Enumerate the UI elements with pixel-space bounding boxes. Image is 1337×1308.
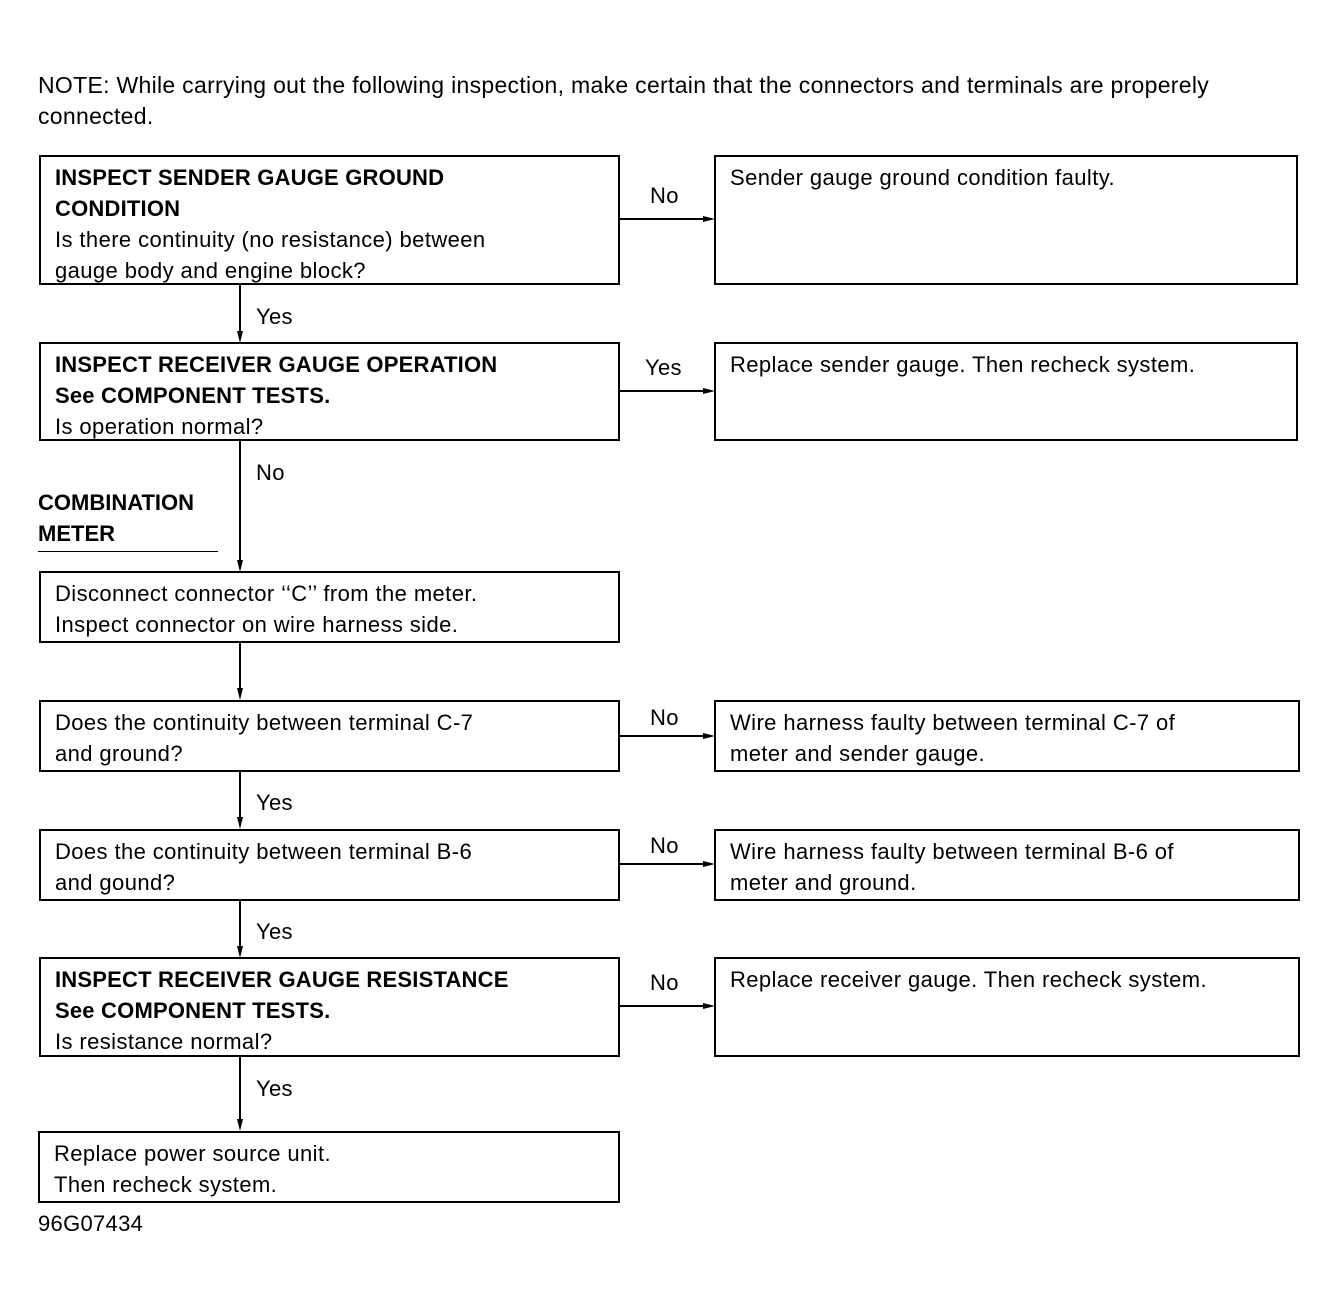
step-text-cont: Inspect connector on wire harness side. xyxy=(55,612,459,637)
connector-line xyxy=(620,1005,704,1007)
step-text: Disconnect connector ‘‘C’’ from the meter. xyxy=(55,581,478,606)
result-text: Wire harness faulty between terminal B-6 of xyxy=(730,839,1174,864)
connector-line xyxy=(239,643,241,690)
section-label-line2: METER xyxy=(38,521,115,546)
step-text-cont: and ground? xyxy=(55,741,183,766)
step-text: Does the continuity between terminal C-7 xyxy=(55,710,474,735)
result-text: Replace sender gauge. Then recheck system. xyxy=(730,352,1196,377)
step-text: Replace power source unit. xyxy=(54,1141,331,1166)
branch-label-no: No xyxy=(650,705,679,730)
connector-line xyxy=(620,218,704,220)
step-text-cont: and gound? xyxy=(55,870,176,895)
branch-label-yes: Yes xyxy=(256,1076,293,1101)
step-replace-power-source xyxy=(38,1131,620,1203)
figure-code: 96G07434 xyxy=(38,1211,144,1236)
result-text-cont: meter and sender gauge. xyxy=(730,741,986,766)
section-label-combination-meter xyxy=(38,487,218,552)
step-question: Is resistance normal? xyxy=(55,1029,273,1054)
step-inspect-receiver-resistance xyxy=(39,957,620,1057)
connector-line xyxy=(239,901,241,948)
connector-line xyxy=(239,1057,241,1120)
branch-label-no: No xyxy=(650,183,679,208)
note-text: NOTE: While carrying out the following inspection, make certain that the connectors and terminals are properely connected. xyxy=(38,72,1210,129)
step-inspect-receiver-operation xyxy=(39,342,620,441)
branch-label-yes: Yes xyxy=(645,355,682,380)
connector-line xyxy=(620,863,704,865)
connector-line xyxy=(239,285,241,333)
step-question: Is operation normal? xyxy=(55,414,264,439)
branch-label-no: No xyxy=(256,460,285,485)
step-title: INSPECT RECEIVER GAUGE OPERATION xyxy=(55,352,498,377)
step-subtitle: See COMPONENT TESTS. xyxy=(55,998,331,1023)
branch-label-no: No xyxy=(650,833,679,858)
step-title: INSPECT RECEIVER GAUGE RESISTANCE xyxy=(55,967,509,992)
result-text: Wire harness faulty between terminal C-7 of xyxy=(730,710,1176,735)
branch-label-yes: Yes xyxy=(256,304,293,329)
result-text: Replace receiver gauge. Then recheck system. xyxy=(730,967,1207,992)
step-title-cont: CONDITION xyxy=(55,196,181,221)
step-question: Is there continuity (no resistance) between xyxy=(55,227,486,252)
step-text-cont: Then recheck system. xyxy=(54,1172,278,1197)
step-continuity-c7 xyxy=(39,700,620,772)
result-sender-ground-faulty xyxy=(714,155,1298,285)
arrow-down-icon xyxy=(237,1119,243,1131)
result-harness-faulty-b6 xyxy=(714,829,1300,901)
step-continuity-b6 xyxy=(39,829,620,901)
step-subtitle: See COMPONENT TESTS. xyxy=(55,383,331,408)
result-text: Sender gauge ground condition faulty. xyxy=(730,165,1115,190)
branch-label-yes: Yes xyxy=(256,790,293,815)
step-inspect-sender-ground xyxy=(39,155,620,285)
result-replace-sender-gauge xyxy=(714,342,1298,441)
arrow-down-icon xyxy=(237,688,243,700)
connector-line xyxy=(239,772,241,819)
branch-label-yes: Yes xyxy=(256,919,293,944)
step-text: Does the continuity between terminal B-6 xyxy=(55,839,473,864)
branch-label-no: No xyxy=(650,970,679,995)
arrow-down-icon xyxy=(237,817,243,829)
connector-line xyxy=(620,735,704,737)
result-replace-receiver-gauge xyxy=(714,957,1300,1057)
connector-line xyxy=(620,390,704,392)
step-question-cont: gauge body and engine block? xyxy=(55,258,366,283)
result-text-cont: meter and ground. xyxy=(730,870,917,895)
step-disconnect-connector-c xyxy=(39,571,620,643)
section-label-line1: COMBINATION xyxy=(38,490,195,515)
connector-line xyxy=(239,441,241,561)
step-title: INSPECT SENDER GAUGE GROUND xyxy=(55,165,445,190)
result-harness-faulty-c7 xyxy=(714,700,1300,772)
